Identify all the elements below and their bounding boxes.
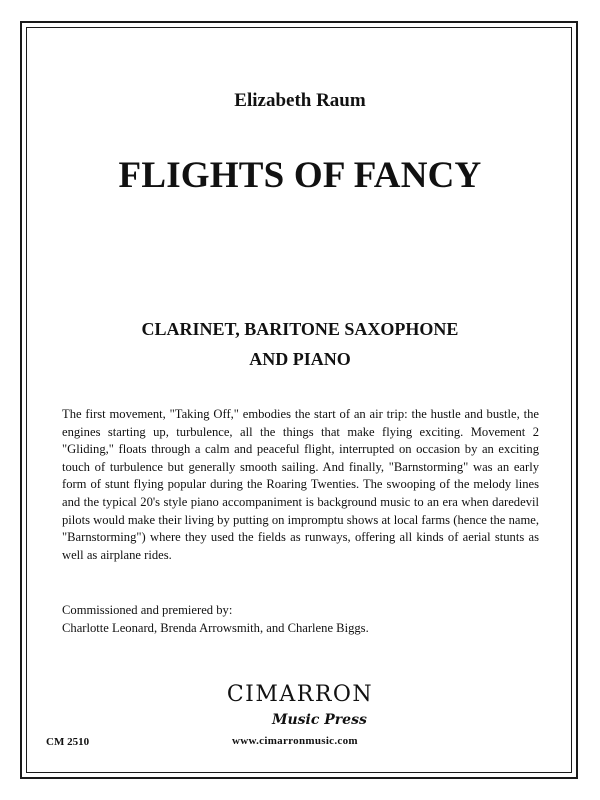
composer-name: Elizabeth Raum [234,90,366,111]
program-notes-text: The first movement, "Taking Off," embodies the start of an air trip: the hustle and bustle, the engines starting up, turbulence, all the things that make flying exciting. Movement 2 "Gliding," floats through a calm and peaceful flight, interrupted on occasion by an exciting touch of turbulence but generally smooth sailing. And finally, "Barnstorming" was an early form of stunt flying popular during the Roaring Twenties. The swooping of the melody lines and the typical 20's style piano accompaniment is background music to an era when daredevil pilots would make their living by putting on impromptu shows at local farms (hence the name, "Barnstorming") where they used the fields as runways, offering all kinds of aerial stunts as well as airplane rides. [62,407,539,562]
publisher-logo-text: CIMARRON [226,682,374,707]
instrumentation-line-1: CLARINET, BARITONE SAXOPHONE [141,319,459,339]
publisher-logo [200,682,400,716]
commission-performers: Charlotte Leonard, Brenda Arrowsmith, and Charlene Biggs. [62,620,369,635]
commission-credits [62,602,539,637]
instrumentation [0,314,600,374]
instrumentation-line-2: AND PIANO [249,349,351,369]
publisher-website: www.cimarronmusic.com [232,735,358,747]
inner-border-frame [26,27,572,773]
publisher-logo-subtext: Music Press [272,712,367,728]
commission-heading: Commissioned and premiered by: [62,603,233,617]
catalog-number: CM 2510 [46,736,90,748]
program-notes [62,406,539,564]
piece-title: FLIGHTS OF FANCY [118,155,482,196]
